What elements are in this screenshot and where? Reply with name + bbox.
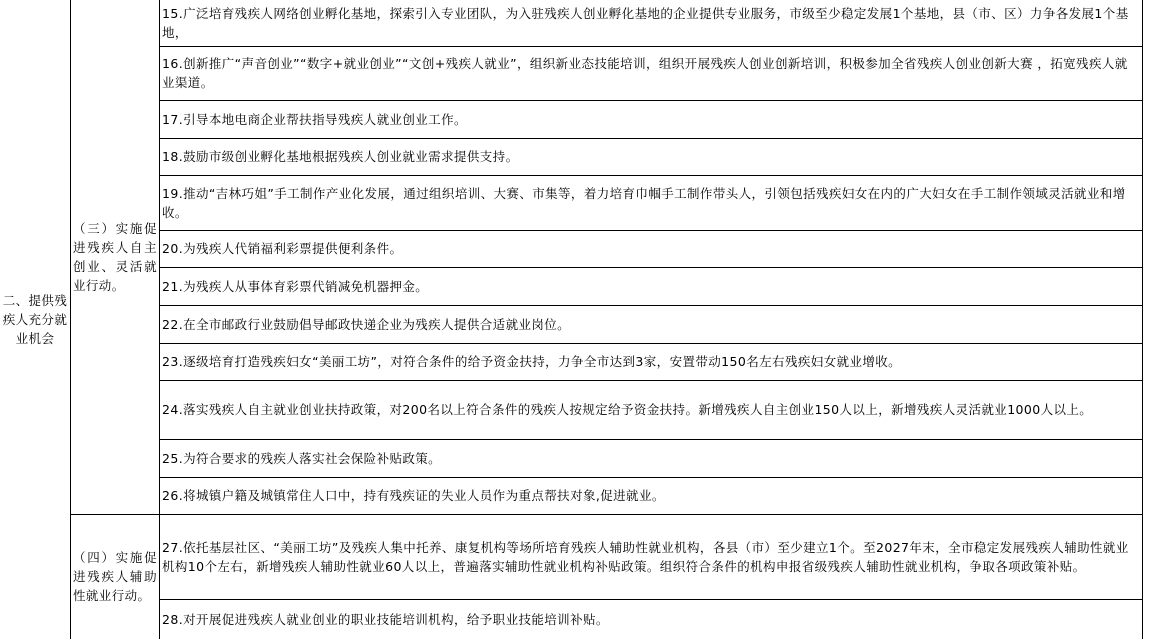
policy-item: [162, 439, 1140, 477]
policy-item: [162, 380, 1140, 439]
policy-item-text: 27.依托基层社区、“美丽工坊”及残疾人集中托养、康复机构等场所培育残疾人辅助性就业机构，各县（市）至少建立1个。至2027年末，全市稳定发展残疾人辅助性就业机构10个左右，新增残疾人辅助性就业60人以上，普遍落实辅助性就业机构补贴政策。组织符合条件的机构申报省级残疾人辅助性就业机构，争取各项政策补贴。: [162, 539, 1129, 574]
policy-item: [162, 267, 1140, 305]
subsection-title: （四）实施促进残疾人辅助性就业行动。: [73, 550, 157, 603]
policy-item-text: 22.在全市邮政行业鼓励倡导邮政快递企业为残疾人提供合适就业岗位。: [162, 316, 571, 332]
policy-item-text: 24.落实残疾人自主就业创业扶持政策，对200名以上符合条件的残疾人按规定给予资金扶持。新增残疾人自主创业150人以上，新增残疾人灵活就业1000人以上。: [162, 402, 1093, 417]
policy-item: [162, 305, 1140, 343]
section-title: 二、提供残疾人充分就业机会: [2, 293, 68, 346]
section-title-cell: [2, 0, 68, 639]
policy-item-text: 25.为符合要求的残疾人落实社会保险补贴政策。: [162, 450, 442, 466]
policy-item: [162, 343, 1140, 380]
policy-item: [162, 138, 1140, 175]
subsection-title: （三）实施促进残疾人自主创业、灵活就业行动。: [73, 221, 157, 293]
policy-item-text: 21.为残疾人从事体育彩票代销减免机器押金。: [162, 278, 429, 294]
policy-item: [162, 175, 1140, 230]
policy-item-text: 15.广泛培育残疾人网络创业孵化基地，探索引入专业团队，为入驻残疾人创业孵化基地的企业提供专业服务，市级至少稳定发展1个基地，县（市、区）力争各发展1个基地，: [162, 6, 1129, 40]
column-divider: [159, 0, 160, 639]
policy-item: [162, 599, 1140, 639]
policy-item-text: 23.逐级培育打造残疾妇女“美丽工坊”，对符合条件的给予资金扶持，力争全市达到3家，安置带动150名左右残疾妇女就业增收。: [162, 354, 902, 369]
table-right-border: [1142, 0, 1143, 639]
policy-item: [162, 100, 1140, 138]
policy-item-text: 20.为残疾人代销福利彩票提供便利条件。: [162, 241, 403, 256]
policy-item: [162, 46, 1140, 100]
policy-item: [162, 477, 1140, 514]
policy-item: [162, 0, 1140, 46]
policy-item-text: 18.鼓励市级创业孵化基地根据残疾人创业就业需求提供支持。: [162, 149, 519, 164]
policy-item-text: 28.对开展促进残疾人就业创业的职业技能培训机构，给予职业技能培训补贴。: [162, 611, 609, 627]
policy-item-text: 17.引导本地电商企业帮扶指导残疾人就业创业工作。: [162, 111, 467, 127]
policy-item-text: 19.推动“吉林巧姐”手工制作产业化发展，通过组织培训、大赛、市集等，着力培育巾帼手工制作带头人，引领包括残疾妇女在内的广大妇女在手工制作领域灵活就业和增收。: [162, 185, 1126, 220]
subsection-cell: [73, 514, 157, 639]
policy-item: [162, 230, 1140, 267]
subsection-cell: [73, 0, 157, 514]
policy-item: [162, 514, 1140, 599]
policy-item-text: 26.将城镇户籍及城镇常住人口中，持有残疾证的失业人员作为重点帮扶对象,促进就业。: [162, 488, 665, 503]
column-divider: [70, 0, 71, 639]
policy-item-text: 16.创新推广“声音创业”“数字+就业创业”“文创+残疾人就业”，组织新业态技能培训，组织开展残疾人创业创新培训，积极参加全省残疾人创业创新大赛 ，拓宽残疾人就业渠道。: [162, 56, 1128, 90]
